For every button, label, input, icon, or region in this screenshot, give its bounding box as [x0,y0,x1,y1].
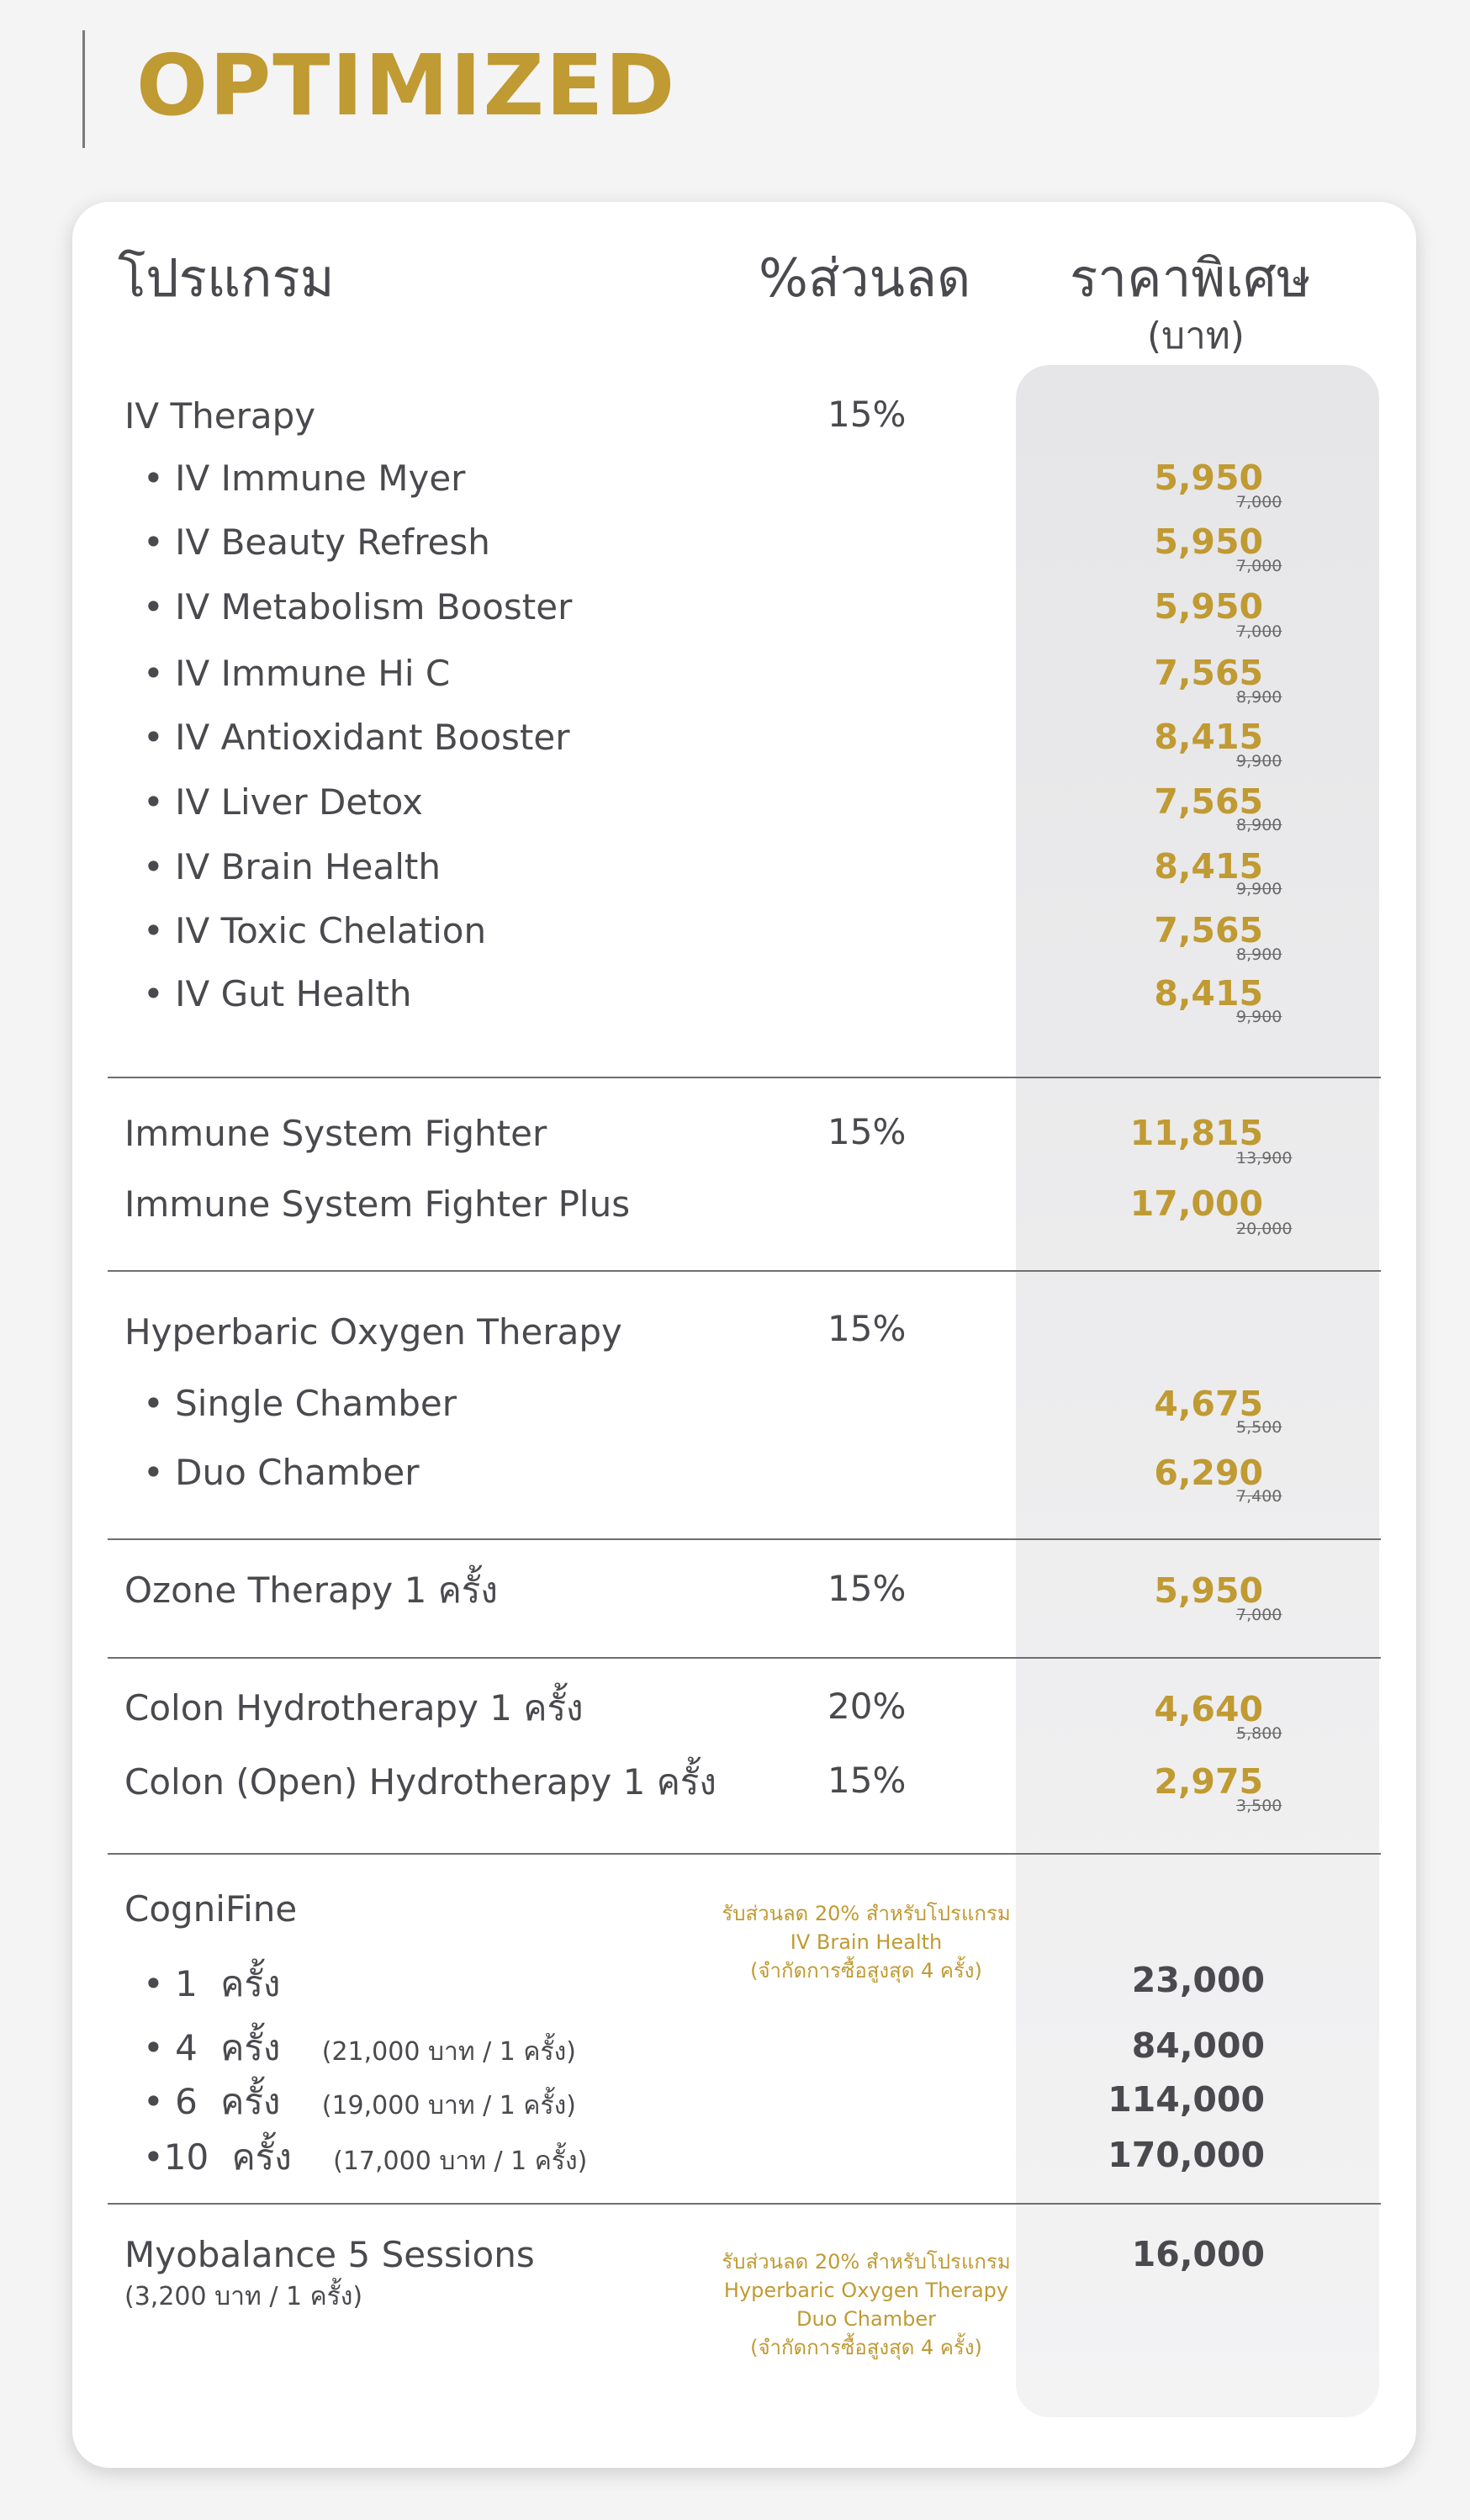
program-item-name: • IV Brain Health [143,846,441,887]
special-price: 2,975 [1154,1761,1263,1802]
header-price-unit: (บาท) [1147,315,1245,357]
program-item-unit: ครั้ง [656,1761,716,1803]
special-price: 5,950 [1154,521,1263,562]
original-price: 9,900 [1236,752,1282,770]
session-option [143,2081,576,2127]
special-price: 5,950 [1154,586,1263,627]
section-divider [108,1270,1381,1272]
session-per-price: (17,000 บาท / 1 ครั้ง) [333,2147,588,2176]
special-price: 8,415 [1154,973,1263,1014]
note-line: Duo Chamber [796,2307,936,2331]
colon-discount: 20% [828,1686,907,1727]
program-item-name [124,1687,584,1729]
note-line: (จำกัดการซื้อสูงสุด 4 ครั้ง) [750,2336,982,2359]
session-option [143,2136,587,2183]
ozone-discount: 15% [828,1568,907,1609]
immune-discount: 15% [828,1111,907,1152]
original-price: 5,800 [1236,1724,1282,1743]
session-unit: ครั้ง [231,2136,292,2178]
myobalance-per-price: (3,200 บาท / 1 ครั้ง) [124,2282,363,2311]
program-item-name: • IV Beauty Refresh [143,521,490,563]
cognifine-title: CogniFine [124,1888,298,1930]
session-unit: ครั้ง [220,1963,281,2004]
header-discount: %ส่วนลด [759,247,971,309]
session-count: • 6 [143,2081,198,2122]
original-price: 8,900 [1236,816,1282,834]
hyperbaric-discount: 15% [828,1308,907,1349]
original-price: 5,500 [1236,1418,1282,1437]
myobalance-note [690,2247,1043,2362]
program-item-label: Colon Hydrotherapy 1 [124,1687,513,1729]
program-item-name: • Duo Chamber [143,1452,420,1493]
original-price: 8,900 [1236,945,1282,964]
page-title: OPTIMIZED [136,36,677,135]
session-count: • 1 [143,1963,198,2004]
program-item-name: • IV Antioxidant Booster [143,717,570,758]
special-price: 11,815 [1129,1113,1263,1153]
program-item-name: Immune System Fighter Plus [124,1183,631,1225]
program-item-name: • IV Gut Health [143,973,412,1014]
section-divider [108,2203,1381,2205]
iv-therapy-title: IV Therapy [124,395,316,437]
program-item-name [124,1570,498,1612]
special-price: 8,415 [1154,846,1263,887]
special-price: 6,290 [1154,1453,1263,1493]
cognifine-note [690,1899,1043,1985]
original-price: 7,000 [1236,622,1282,641]
session-option [143,1963,280,2005]
special-price: 4,675 [1154,1384,1263,1424]
program-item-name: • IV Liver Detox [143,781,423,823]
program-item-name: • IV Immune Myer [143,458,466,499]
header-program: โปรแกรม [118,247,335,309]
session-per-price: (21,000 บาท / 1 ครั้ง) [321,2037,576,2067]
session-per-price: (19,000 บาท / 1 ครั้ง) [321,2091,576,2120]
original-price: 7,000 [1236,493,1282,511]
special-price: 5,950 [1154,1570,1263,1611]
special-price: 7,565 [1154,781,1263,822]
program-item-label: Ozone Therapy 1 [124,1570,427,1611]
original-price: 20,000 [1236,1220,1293,1238]
special-price: 4,640 [1154,1689,1263,1729]
package-price: 23,000 [1131,1960,1265,2000]
special-price: 7,565 [1154,653,1263,693]
header-price: ราคาพิเศษ [1070,247,1311,309]
session-count: •10 [143,2136,209,2178]
note-line: Hyperbaric Oxygen Therapy [723,2279,1009,2302]
original-price: 7,000 [1236,1606,1282,1624]
special-price: 17,000 [1129,1183,1263,1224]
package-price: 16,000 [1131,2234,1265,2274]
special-price: 5,950 [1154,458,1263,498]
title-accent-bar [82,30,85,148]
program-item-name [124,1761,716,1803]
program-item-name: • Single Chamber [143,1383,457,1424]
session-option [143,2027,576,2073]
package-price: 170,000 [1108,2135,1265,2175]
program-item-name: • IV Metabolism Booster [143,586,573,627]
session-count: • 4 [143,2027,198,2068]
session-unit: ครั้ง [220,2027,281,2068]
original-price: 3,500 [1236,1797,1282,1815]
iv-therapy-discount: 15% [828,394,907,435]
program-item-name: • IV Toxic Chelation [143,910,487,951]
note-line: (จำกัดการซื้อสูงสุด 4 ครั้ง) [750,1959,982,1983]
special-price: 8,415 [1154,717,1263,757]
myobalance-title: Myobalance 5 Sessions [124,2234,535,2275]
note-line: IV Brain Health [790,1930,943,1954]
package-price: 84,000 [1131,2025,1265,2066]
colon-open-discount: 15% [828,1760,907,1801]
note-line: รับส่วนลด 20% สำหรับโปรแกรม [722,2250,1011,2274]
program-item-unit: ครั้ง [437,1570,498,1611]
original-price: 13,900 [1236,1149,1293,1167]
section-divider [108,1853,1381,1855]
original-price: 9,900 [1236,880,1282,898]
program-item-name: • IV Immune Hi C [143,653,451,694]
original-price: 9,900 [1236,1008,1282,1026]
section-divider [108,1657,1381,1659]
program-item-unit: ครั้ง [523,1687,584,1729]
special-price: 7,565 [1154,910,1263,950]
section-divider [108,1538,1381,1540]
program-item-name: Immune System Fighter [124,1113,547,1154]
package-price: 114,000 [1108,2079,1265,2120]
original-price: 7,000 [1236,557,1282,575]
note-line: รับส่วนลด 20% สำหรับโปรแกรม [722,1902,1011,1925]
hyperbaric-title: Hyperbaric Oxygen Therapy [124,1311,622,1353]
section-divider [108,1077,1381,1078]
session-unit: ครั้ง [220,2081,281,2122]
program-item-label: Colon (Open) Hydrotherapy 1 [124,1761,646,1803]
original-price: 8,900 [1236,688,1282,707]
original-price: 7,400 [1236,1487,1282,1506]
